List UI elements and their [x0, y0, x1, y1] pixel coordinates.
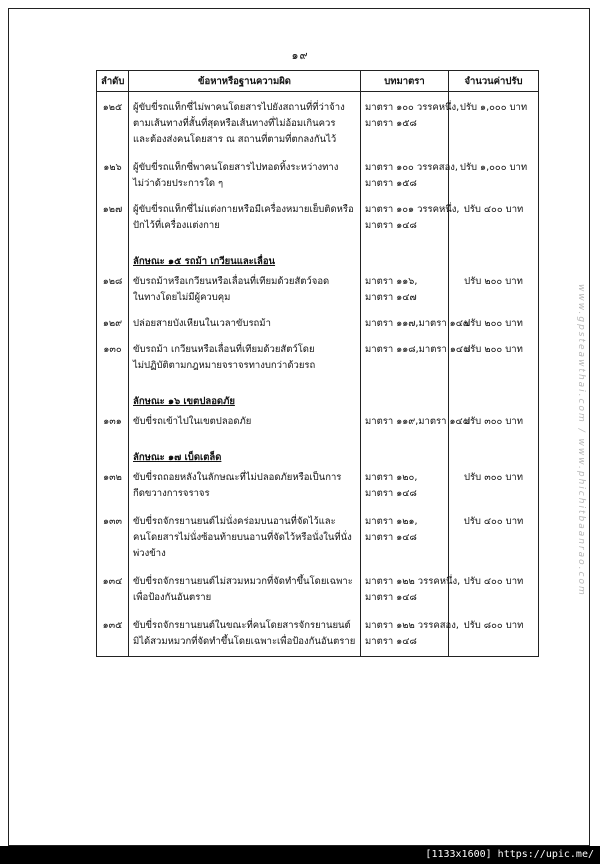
- law-text-line: มาตรา ๑๑๘,มาตรา ๑๔๘: [365, 344, 471, 355]
- empty-cell: [97, 234, 129, 270]
- law-cell: [361, 332, 471, 374]
- law-text-line: มาตรา ๑๑๖,: [365, 276, 418, 287]
- section-heading-text: ลักษณะ ๑๗ เบ็ดเตล็ด: [133, 452, 222, 463]
- table-row: [97, 192, 539, 234]
- law-cell: [361, 270, 449, 306]
- table-row: [97, 306, 539, 332]
- table-row: [97, 410, 539, 430]
- law-text-line: มาตรา ๑๔๘: [365, 532, 417, 543]
- offense-cell: [129, 562, 361, 606]
- empty-cell: [361, 430, 449, 466]
- offense-text-line: ขับขี่รถจักรยานยนต์ไม่สวมหมวกที่จัดทำขึ้นโดยเฉพาะ: [133, 576, 353, 587]
- offense-text-line: ขับขี่รถจักรยานยนต์ไม่นั่งคร่อมบนอานที่จัดไว้และ: [133, 516, 336, 527]
- law-text-line: มาตรา ๑๕๘: [365, 178, 417, 189]
- table-row: [97, 502, 539, 562]
- row-number: ๑๓๒: [97, 466, 129, 502]
- offense-cell: [129, 502, 361, 562]
- offense-text-line: เพื่อป้องกันอันตราย: [133, 592, 212, 603]
- law-text-line: มาตรา ๑๒๒ วรรคสอง,: [365, 620, 459, 631]
- table-row: [97, 606, 539, 657]
- law-text-line: มาตรา ๑๒๑,: [365, 516, 418, 527]
- watermark-text: www.gpsteawthai.com / www.phichitbaanrao.com: [576, 283, 586, 597]
- law-cell: [361, 410, 471, 430]
- table-header-row: [97, 71, 539, 92]
- table-row: [97, 270, 539, 306]
- section-heading-row: [97, 374, 539, 410]
- row-number: ๑๒๕: [97, 92, 129, 149]
- offense-cell: [129, 270, 361, 306]
- offense-text-line: ผู้ขับขี่รถแท็กซี่พาคนโดยสารไปทอดทิ้งระหว่างทาง: [133, 162, 339, 173]
- row-number: ๑๓๑: [97, 410, 129, 430]
- section-heading: [129, 234, 361, 270]
- offense-text-line: ขับขี่รถเข้าไปในเขตปลอดภัย: [133, 416, 252, 427]
- empty-cell: [449, 430, 539, 466]
- law-text-line: มาตรา ๑๔๘: [365, 592, 417, 603]
- offense-text-line: ปักไว้ที่เครื่องแต่งกาย: [133, 220, 220, 231]
- offense-text-line: ปล่อยสายบังเหียนในเวลาขับรถม้า: [133, 318, 271, 329]
- header-law: บทมาตรา: [361, 71, 449, 92]
- row-number: ๑๓๓: [97, 502, 129, 562]
- offense-cell: [129, 466, 361, 502]
- law-text-line: มาตรา ๑๔๘: [365, 636, 417, 647]
- row-number: ๑๒๖: [97, 148, 129, 192]
- fine-amount: ปรับ ๓๐๐ บาท: [449, 466, 539, 502]
- offense-cell: [129, 148, 361, 192]
- offense-cell: [129, 192, 361, 234]
- offense-text-line: และต้องส่งคนโดยสาร ณ สถานที่ตามที่ตกลงกันไว้: [133, 134, 337, 145]
- empty-cell: [449, 374, 539, 410]
- offense-cell: [129, 410, 361, 430]
- law-text-line: มาตรา ๑๔๘: [365, 220, 417, 231]
- section-heading-row: [97, 234, 539, 270]
- law-text-line: มาตรา ๑๑๗,มาตรา ๑๔๗: [365, 318, 471, 329]
- table-row: [97, 92, 539, 149]
- law-cell: [361, 606, 459, 657]
- offense-text-line: ตามเส้นทางที่สั้นที่สุดหรือเส้นทางที่ไม่อ้อมเกินควร: [133, 118, 336, 129]
- empty-cell: [361, 374, 449, 410]
- fine-amount: ปรับ ๔๐๐ บาท: [449, 192, 539, 234]
- fine-amount: ปรับ ๘๐๐ บาท: [449, 606, 539, 657]
- fine-amount: ปรับ ๒๐๐ บาท: [449, 306, 539, 332]
- offense-text-line: มิได้สวมหมวกที่จัดทำขึ้นโดยเฉพาะเพื่อป้องกันอันตราย: [133, 636, 356, 647]
- fine-amount: ปรับ ๑,๐๐๐ บาท: [449, 92, 539, 149]
- empty-cell: [449, 234, 539, 270]
- empty-cell: [97, 374, 129, 410]
- header-no: ลำดับ: [97, 71, 129, 92]
- offense-text-line: ผู้ขับขี่รถแท็กซี่ไม่พาคนโดยสารไปยังสถานที่ที่ว่าจ้าง: [133, 102, 345, 113]
- empty-cell: [97, 430, 129, 466]
- table-row: [97, 148, 539, 192]
- image-host-footer: [1133x1600] https://upic.me/: [0, 846, 600, 864]
- offense-text-line: ขับขี่รถจักรยานยนต์ในขณะที่คนโดยสารจักรยานยนต์: [133, 620, 351, 631]
- page-number: ๑๙: [291, 49, 309, 62]
- section-heading-row: [97, 430, 539, 466]
- law-text-line: มาตรา ๑๕๘: [365, 118, 417, 129]
- row-number: ๑๓๔: [97, 562, 129, 606]
- offense-cell: [129, 306, 361, 332]
- offense-text-line: ขับรถม้าหรือเกวียนหรือเลื่อนที่เทียมด้วยสัตว์จอด: [133, 276, 330, 287]
- law-cell: [361, 562, 461, 606]
- law-cell: [361, 148, 458, 192]
- offense-text-line: ผู้ขับขี่รถแท็กซี่ไม่แต่งกายหรือมีเครื่องหมายเย็บติดหรือ: [133, 204, 354, 215]
- offense-text-line: คนโดยสารไม่นั่งซ้อนท้ายบนอานที่จัดไว้หรือนั่งในที่นั่ง: [133, 532, 352, 543]
- row-number: ๑๓๕: [97, 606, 129, 657]
- traffic-fines-table: [96, 70, 539, 657]
- row-number: ๑๒๙: [97, 306, 129, 332]
- empty-cell: [361, 234, 449, 270]
- table-row: [97, 466, 539, 502]
- offense-text-line: ขับขี่รถถอยหลังในลักษณะที่ไม่ปลอดภัยหรือเป็นการ: [133, 472, 342, 483]
- row-number: ๑๒๗: [97, 192, 129, 234]
- table-row: [97, 332, 539, 374]
- table-body: [97, 92, 539, 657]
- header-fine: จำนวนค่าปรับ: [449, 71, 539, 92]
- law-text-line: มาตรา ๑๐๑ วรรคหนึ่ง,: [365, 204, 460, 215]
- fine-amount: ปรับ ๒๐๐ บาท: [449, 332, 539, 374]
- offense-text-line: ไม่ว่าด้วยประการใด ๆ: [133, 178, 224, 189]
- fine-amount: ปรับ ๔๐๐ บาท: [449, 562, 539, 606]
- fine-amount: ปรับ ๔๐๐ บาท: [449, 502, 539, 562]
- fine-amount: ปรับ ๓๐๐ บาท: [449, 410, 539, 430]
- law-text-line: มาตรา ๑๐๐ วรรคหนึ่ง,: [365, 102, 460, 113]
- table-row: [97, 562, 539, 606]
- section-heading-text: ลักษณะ ๑๕ รถม้า เกวียนและเลื่อน: [133, 256, 276, 267]
- row-number: ๑๓๐: [97, 332, 129, 374]
- offense-cell: [129, 92, 361, 149]
- law-cell: [361, 502, 449, 562]
- section-heading: [129, 374, 361, 410]
- law-cell: [361, 306, 471, 332]
- section-heading-text: ลักษณะ ๑๖ เขตปลอดภัย: [133, 396, 235, 407]
- law-cell: [361, 192, 460, 234]
- offense-cell: [129, 606, 361, 657]
- offense-text-line: ไม่ปฏิบัติตามกฎหมายจราจรทางบกว่าด้วยรถ: [133, 360, 316, 371]
- offense-text-line: ในทางโดยไม่มีผู้ควบคุม: [133, 292, 231, 303]
- fine-amount: ปรับ ๑,๐๐๐ บาท: [449, 148, 539, 192]
- fine-amount: ปรับ ๒๐๐ บาท: [449, 270, 539, 306]
- row-number: ๑๒๘: [97, 270, 129, 306]
- section-heading: [129, 430, 361, 466]
- law-text-line: มาตรา ๑๒๐,: [365, 472, 418, 483]
- header-offense: ข้อหาหรือฐานความผิด: [129, 71, 361, 92]
- law-text-line: มาตรา ๑๔๘: [365, 488, 417, 499]
- offense-text-line: ขับรถม้า เกวียนหรือเลื่อนที่เทียมด้วยสัตว์โดย: [133, 344, 315, 355]
- law-cell: [361, 466, 449, 502]
- offense-cell: [129, 332, 361, 374]
- offense-text-line: พ่วงข้าง: [133, 548, 166, 559]
- law-text-line: มาตรา ๑๒๒ วรรคหนึ่ง,: [365, 576, 461, 587]
- law-cell: [361, 92, 460, 149]
- law-text-line: มาตรา ๑๐๐ วรรคสอง,: [365, 162, 458, 173]
- offense-text-line: กีดขวางการจราจร: [133, 488, 210, 499]
- law-text-line: มาตรา ๑๔๗: [365, 292, 417, 303]
- law-text-line: มาตรา ๑๑๙,มาตรา ๑๔๘: [365, 416, 471, 427]
